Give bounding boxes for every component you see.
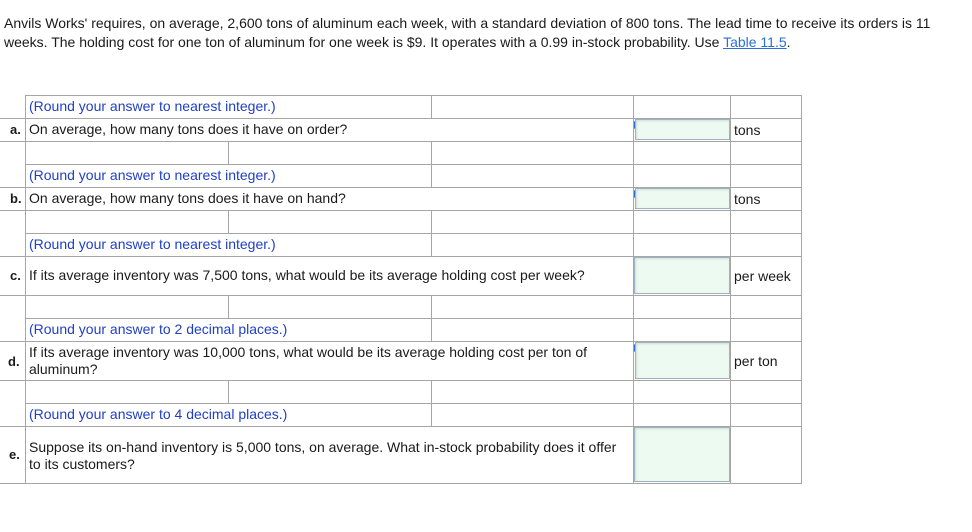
table-divider [730,95,731,483]
question-text: If its average inventory was 7,500 tons, what would be its average holding cost per week? [29,267,585,283]
round-hint: (Round your answer to nearest integer.) [29,98,276,114]
answer-input-a[interactable] [635,119,730,140]
table-rule [0,483,802,484]
table-divider [228,210,229,233]
table-divider [228,380,229,403]
round-hint: (Round your answer to nearest integer.) [29,236,276,252]
table-rule [25,164,802,165]
question-letter: e. [9,447,20,462]
round-hint: (Round your answer to 4 decimal places.) [29,406,288,422]
table-rule [25,233,802,234]
problem-end: . [786,33,791,50]
answer-input-b[interactable] [635,188,730,209]
unit-label: per ton [734,353,778,369]
table-divider [25,95,26,483]
question-text: On average, how many tons does it have on hand? [29,190,346,206]
table-rule [25,403,802,404]
answer-input-e[interactable] [634,427,730,482]
question-letter: a. [10,122,21,137]
question-text: If its average inventory was 10,000 tons, what would be its average holding cost per ton of aluminum? [29,344,587,377]
question-letter: d. [8,354,20,369]
unit-label: tons [734,191,761,207]
table-rule [0,210,802,211]
table-divider [801,95,802,483]
round-hint: (Round your answer to 2 decimal places.) [29,321,288,337]
question-letter: b. [10,191,22,206]
table-link[interactable]: Table 11.5 [723,33,787,50]
table-rule [0,141,802,142]
table-divider [228,295,229,318]
question-text: On average, how many tons does it have on order? [29,121,348,137]
problem-text: Anvils Works' requires, on average, 2,600 tons of aluminum each week, with a standard deviation of 800 tons. The lead time to receive its orders is 11 weeks. The holding cost for one ton of aluminum for one week is $9. It operates with a 0.99 in-stock probability. Use [4,15,931,50]
question-text: Suppose its on-hand inventory is 5,000 tons, on average. What in-stock probability does it offer to its customers? [29,439,617,472]
answer-input-c[interactable] [634,257,730,294]
round-hint: (Round your answer to nearest integer.) [29,167,276,183]
answer-input-d[interactable] [635,342,730,379]
table-rule [0,380,802,381]
table-divider [431,95,432,118]
table-rule [25,95,802,96]
table-rule [0,295,802,296]
table-divider [228,141,229,164]
question-letter: c. [10,268,21,283]
unit-label: tons [734,122,761,138]
unit-label: per week [734,268,791,284]
table-rule [25,318,802,319]
